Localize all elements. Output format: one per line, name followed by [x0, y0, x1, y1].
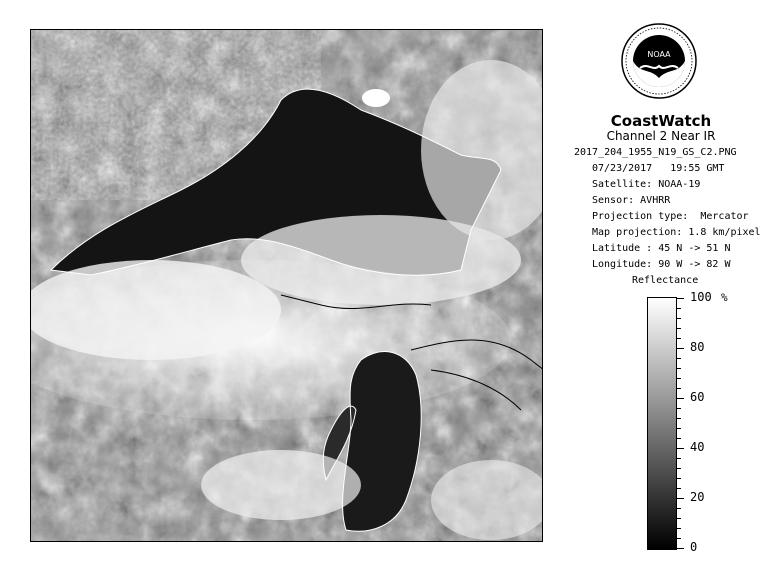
product-title: CoastWatch: [610, 112, 712, 130]
colorbar-major-tick: [677, 448, 684, 449]
cloud-patch: [31, 260, 281, 360]
sensor-label: Sensor: AVHRR: [592, 195, 671, 206]
colorbar-major-tick: [677, 298, 684, 299]
colorbar-minor-tick: [677, 388, 681, 389]
colorbar-tick-label: 0: [690, 540, 698, 554]
channel-label: Channel 2 Near IR: [606, 129, 716, 143]
colorbar-minor-tick: [677, 328, 681, 329]
colorbar-minor-tick: [677, 458, 681, 459]
colorbar-major-tick: [677, 398, 684, 399]
reflectance-colorbar: [647, 297, 677, 550]
satellite-label: Satellite: NOAA-19: [592, 179, 701, 190]
colorbar-tick-label: 60: [690, 390, 705, 404]
colorbar-minor-tick: [677, 338, 681, 339]
logo-text: NOAA: [647, 50, 671, 59]
colorbar-minor-tick: [677, 378, 681, 379]
colorbar-major-tick: [677, 548, 684, 549]
map-projection: Map projection: 1.8 km/pixel: [592, 227, 761, 238]
satellite-imagery: [31, 30, 543, 542]
colorbar-tick-label: 20: [690, 490, 705, 504]
latitude-range: Latitude : 45 N -> 51 N: [592, 243, 731, 254]
colorbar-minor-tick: [677, 508, 681, 509]
cloud-patch: [362, 89, 390, 107]
colorbar-minor-tick: [677, 358, 681, 359]
colorbar-minor-tick: [677, 438, 681, 439]
colorbar-minor-tick: [677, 468, 681, 469]
colorbar-tick-label: 40: [690, 440, 705, 454]
filename: 2017_204_1955_N19_GS_C2.PNG: [574, 147, 737, 158]
noaa-logo: [620, 22, 698, 100]
colorbar-minor-tick: [677, 368, 681, 369]
colorbar-tick-label: 100: [690, 290, 712, 304]
datetime: 07/23/2017 19:55 GMT: [592, 163, 725, 174]
longitude-range: Longitude: 90 W -> 82 W: [592, 259, 731, 270]
colorbar-minor-tick: [677, 528, 681, 529]
colorbar-major-tick: [677, 348, 684, 349]
colorbar-minor-tick: [677, 418, 681, 419]
colorbar-minor-tick: [677, 408, 681, 409]
colorbar-major-tick: [677, 498, 684, 499]
colorbar-tick-label: 80: [690, 340, 705, 354]
colorbar-minor-tick: [677, 488, 681, 489]
colorbar-minor-tick: [677, 308, 681, 309]
satellite-image: [30, 29, 543, 542]
colorbar-unit: %: [721, 291, 728, 304]
projection-type: Projection type: Mercator: [592, 211, 749, 222]
colorbar-minor-tick: [677, 318, 681, 319]
colorbar-minor-tick: [677, 518, 681, 519]
colorbar-minor-tick: [677, 478, 681, 479]
colorbar-minor-tick: [677, 538, 681, 539]
colorbar-minor-tick: [677, 428, 681, 429]
colorbar-label: Reflectance: [632, 275, 699, 286]
